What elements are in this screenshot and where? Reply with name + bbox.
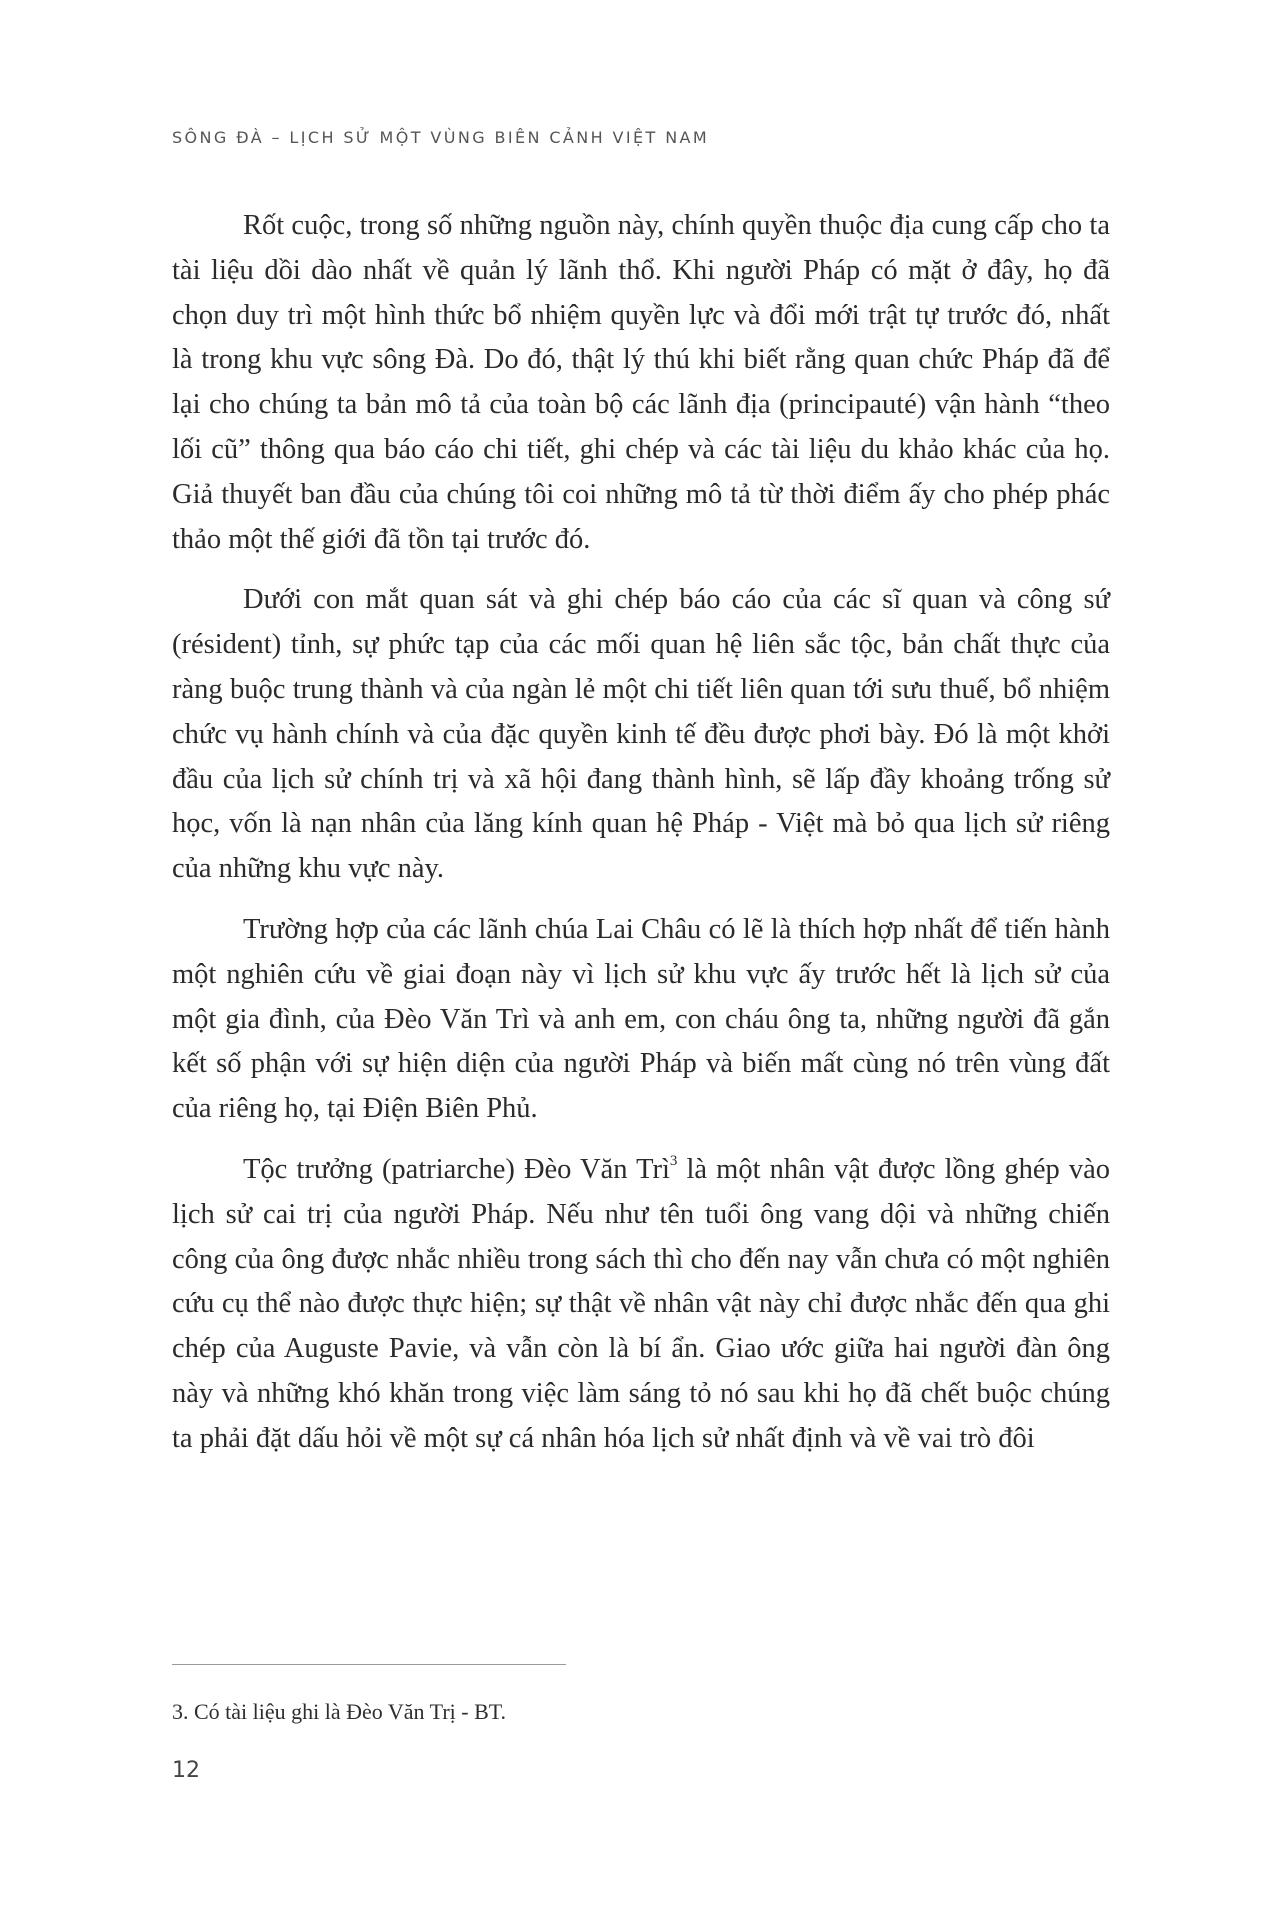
paragraph-4 xyxy=(172,1148,1110,1462)
body-text xyxy=(172,204,1110,1478)
running-header: SÔNG ĐÀ – LỊCH SỬ MỘT VÙNG BIÊN CẢNH VIỆT NAM xyxy=(172,128,710,147)
footnote-divider xyxy=(172,1664,566,1665)
footnote: 3. Có tài liệu ghi là Đèo Văn Trị - BT. xyxy=(172,1699,507,1724)
paragraph-4-start: Tộc trưởng (patriarche) Đèo Văn Trì xyxy=(243,1153,670,1185)
paragraph-1: Rốt cuộc, trong số những nguồn này, chính quyền thuộc địa cung cấp cho ta tài liệu dồi dào nhất về quản lý lãnh thổ. Khi người Pháp có mặt ở đây, họ đã chọn duy trì một hình thức bổ nhiệm quyền lực và đổi mới trật tự trước đó, nhất là trong khu vực sông Đà. Do đó, thật lý thú khi biết rằng quan chức Pháp đã để lại cho chúng ta bản mô tả của toàn bộ các lãnh địa (principauté) vận hành “theo lối cũ” thông qua báo cáo chi tiết, ghi chép và các tài liệu du khảo khác của họ. Giả thuyết ban đầu của chúng tôi coi những mô tả từ thời điểm ấy cho phép phác thảo một thế giới đã tồn tại trước đó. xyxy=(172,210,1110,555)
paragraph-4-rest: là một nhân vật được lồng ghép vào lịch sử cai trị của người Pháp. Nếu như tên tuổi ông vang dội và những chiến công của ông được nhắc nhiều trong sách thì cho đến nay vẫn chưa có một nghiên cứu cụ thể nào được thực hiện; sự thật về nhân vật này chỉ được nhắc đến qua ghi chép của Auguste Pavie, và vẫn còn là bí ẩn. Giao ước giữa hai người đàn ông này và những khó khăn trong việc làm sáng tỏ nó sau khi họ đã chết buộc chúng ta phải đặt dấu hỏi về một sự cá nhân hóa lịch sử nhất định và về vai trò đôi xyxy=(172,1153,1110,1454)
paragraph-2: Dưới con mắt quan sát và ghi chép báo cáo của các sĩ quan và công sứ (résident) tỉnh, sự phức tạp của các mối quan hệ liên sắc tộc, bản chất thực của ràng buộc trung thành và của ngàn lẻ một chi tiết liên quan tới sưu thuế, bổ nhiệm chức vụ hành chính và của đặc quyền kinh tế đều được phơi bày. Đó là một khởi đầu của lịch sử chính trị và xã hội đang thành hình, sẽ lấp đầy khoảng trống sử học, vốn là nạn nhân của lăng kính quan hệ Pháp - Việt mà bỏ qua lịch sử riêng của những khu vực này. xyxy=(172,584,1110,885)
page-number: 12 xyxy=(172,1758,200,1783)
footnote-reference: 3 xyxy=(669,1153,678,1170)
paragraph-3: Trường hợp của các lãnh chúa Lai Châu có lẽ là thích hợp nhất để tiến hành một nghiên cứu về giai đoạn này vì lịch sử khu vực ấy trước hết là lịch sử của một gia đình, của Đèo Văn Trì và anh em, con cháu ông ta, những người đã gắn kết số phận với sự hiện diện của người Pháp và biến mất cùng nó trên vùng đất của riêng họ, tại Điện Biên Phủ. xyxy=(172,913,1110,1125)
